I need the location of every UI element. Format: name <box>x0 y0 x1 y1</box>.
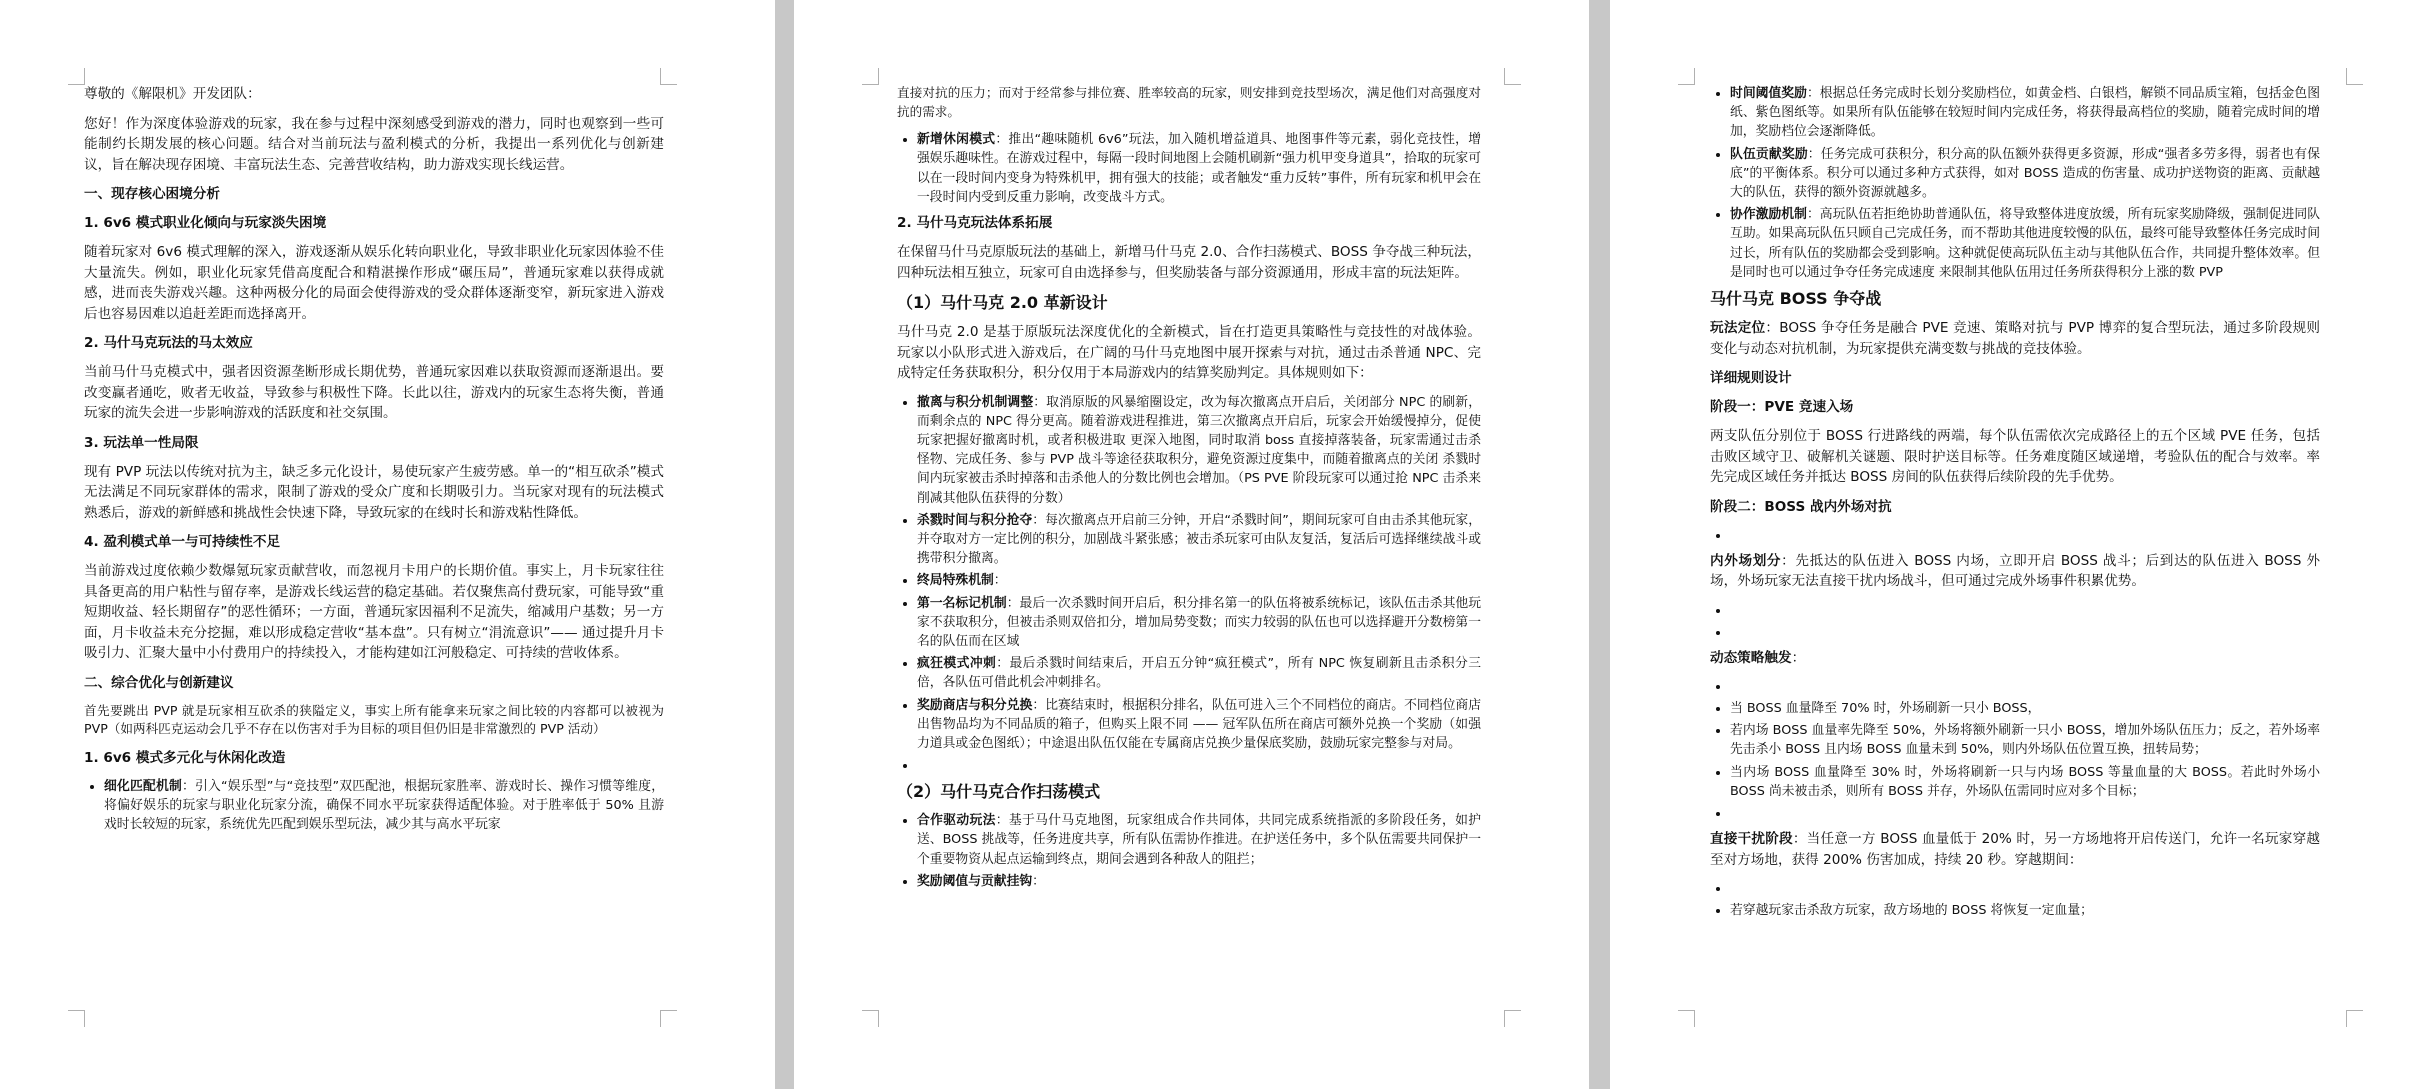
list-item-text: ：每次撤离点开启前三分钟，开启“杀戮时间”，期间玩家可自由击杀其他玩家，并夺取对方一定比例的积分，加剧战斗紧张感；被击杀玩家可由队友复活，复活后可选择继续战斗或携带积分撤离。 <box>917 512 1481 567</box>
paragraph: 当前游戏过度依赖少数爆氪玩家贡献营收，而忽视月卡用户的长期价值。事实上，月卡玩家往往具备更高的用户粘性与留存率，是游戏长线运营的稳定基础。若仅聚焦高付费玩家，可能导致“重短期收益、轻长期留存”的恶性循环；一方面，普通玩家因福利不足流失，缩减用户基数；另一方面，月卡收益未充分挖掘，难以形成稳定营收“基本盘”。只有树立“涓流意识”—— 通过提升月卡吸引力、汇聚大量中小付费用户的持续投入，才能构建如江河般稳定、可持续的营收体系。 <box>84 563 664 661</box>
list-item-empty <box>1730 677 2320 696</box>
list-item-label: 新增休闲模式 <box>917 132 996 148</box>
list-item: • 当内场 BOSS 血量降至 30% 时，外场将刷新一只与内场 BOSS 等量血量的大 BOSS。若此时外场小 BOSS 尚未被击杀，则所有 BOSS 并存，外场队伍需同时应对多个目标； <box>1730 763 2320 801</box>
list-item <box>917 594 1481 652</box>
list-item-label: 终局特殊机制 <box>917 573 994 589</box>
paragraph-label: 内外场划分 <box>1710 552 1782 569</box>
list-item-empty <box>917 756 1481 775</box>
list-item-label: 细化匹配机制 <box>104 778 182 794</box>
list-item-label: 撤离与积分机制调整 <box>917 394 1034 410</box>
bullet-list <box>897 811 1481 891</box>
list-item: • 若内场 BOSS 血量率先降至 50%，外场将额外刷新一只小 BOSS，增加外场队伍压力；反之，若外场率先击杀小 BOSS 且内场 BOSS 血量未到 50%，则内外场队伍位置互换，扭转局势； <box>1730 721 2320 759</box>
list-item-label: 队伍贡献奖励 <box>1730 146 1808 162</box>
paragraph: 在保留马什马克原版玩法的基础上，新增马什马克 2.0、合作扫荡模式、BOSS 争夺战三种玩法，四种玩法相互独立，玩家可自由选择参与，但奖励装备与部分资源通用，形成丰富的玩法矩阵。 <box>897 244 1481 281</box>
list-item <box>917 696 1481 754</box>
page-1-body[interactable] <box>84 84 664 1009</box>
paragraph: 马什马克 2.0 是基于原版玩法深度优化的全新模式，旨在打造更具策略性与竞技性的对战体验。玩家以小队形式进入游戏后，在广阔的马什马克地图中展开探索与对抗，通过击杀普通 NPC、完成特定任务获取积分，积分仅用于本局游戏内的结算奖励判定。具体规则如下： <box>897 324 1481 381</box>
list-item <box>917 130 1481 207</box>
list-item-empty <box>1730 879 2320 898</box>
crop-mark <box>2346 1010 2363 1027</box>
paragraph-label: 直接干扰阶段 <box>1710 831 1793 848</box>
list-item-text: ：根据总任务完成时长划分奖励档位，如黄金档、白银档，解锁不同品质宝箱，包括金色图纸、紫色图纸等。如果所有队伍能够在较短时间内完成任务，将获得最高档位的奖励，随着完成时间的增加，奖励档位会逐渐降低。 <box>1730 86 2320 140</box>
crop-mark <box>68 1010 85 1027</box>
subheading: （2）马什马克合作扫荡模式 <box>897 782 1101 802</box>
paragraph-label: 玩法定位 <box>1710 320 1766 337</box>
heading: 2. 马什马克玩法的马太效应 <box>84 335 253 351</box>
crop-mark <box>1678 1010 1695 1027</box>
list-item <box>917 654 1481 692</box>
list-item-text: ：高玩队伍若拒绝协助普通队伍，将导致整体进度放缓，所有玩家奖励降级，强制促进同队互助。如果高玩队伍只顾自己完成任务，而不帮助其他进度较慢的队伍，最终可能导致整体任务完成时间过长，所有队伍的奖励都会受到影响。这种就促使高玩队伍主动与其他队伍合作，共同提升整体效率。但是同时也可以通过争夺任务完成速度 来限制其他队伍用过任务所获得积分上涨的数 PVP <box>1730 207 2320 280</box>
list-item-label: 杀戮时间与积分抢夺 <box>917 512 1033 528</box>
list-item-text: ：基于马什马克地图，玩家组成合作共同体，共同完成系统指派的多阶段任务，如护送、BOSS 挑战等，任务进度共享，所有队伍需协作推进。在护送任务中，多个队伍需要共同保护一个重要物资从起点运输到终点，期间会遇到各种敌人的阻拦； <box>917 813 1481 867</box>
greeting: 尊敬的《解限机》开发团队： <box>84 86 261 102</box>
list-item <box>1730 205 2320 282</box>
list-item-text: ：最后杀戮时间结束后，开启五分钟“疯狂模式”，所有 NPC 恢复刷新且击杀积分三倍，各队伍可借此机会冲刺排名。 <box>917 656 1481 691</box>
list-item: • 若穿越玩家击杀敌方玩家，敌方场地的 BOSS 将恢复一定血量； <box>1730 901 2320 920</box>
page-2-body[interactable] <box>897 84 1481 1009</box>
bullet-list <box>1710 601 2320 642</box>
crop-mark <box>2346 68 2363 85</box>
paragraph: 现有 PVP 玩法以传统对抗为主，缺乏多元化设计，易使玩家产生疲劳感。单一的“相互砍杀”模式无法满足不同玩家群体的需求，限制了游戏的受众广度和长期吸引力。当玩家对现有的玩法模式熟悉后，游戏的新鲜感和挑战性会快速下降，导致玩家的在线时长和游戏粘性降低。 <box>84 463 664 521</box>
crop-mark <box>1504 68 1521 85</box>
paragraph: 您好！作为深度体验游戏的玩家，我在参与过程中深刻感受到游戏的潜力，同时也观察到一些可能制约长期发展的核心问题。结合对当前玩法与盈利模式的分析，我提出一系列优化与创新建议，旨在解决现存困境、丰富玩法生态、完善营收结构，助力游戏实现长线运营。 <box>84 115 664 173</box>
paragraph-text: ：先抵达的队伍进入 BOSS 内场，立即开启 BOSS 战斗；后到达的队伍进入 BOSS 外场，外场玩家无法直接干扰内场战斗，但可通过完成外场事件积累优势。 <box>1710 552 2320 590</box>
subheading: 马什马克 BOSS 争夺战 <box>1710 289 1882 309</box>
heading: 1. 6v6 模式职业化倾向与玩家淡失困境 <box>84 215 327 231</box>
list-item <box>917 393 1481 508</box>
list-item-empty <box>1730 526 2320 545</box>
heading: 2. 马什马克玩法体系拓展 <box>897 215 1053 231</box>
list-item-label: 合作驱动玩法 <box>917 813 996 829</box>
bullet-list <box>897 130 1481 207</box>
crop-mark <box>862 1010 879 1027</box>
list-item-text: ：任务完成可获积分，积分高的队伍额外获得更多资源，形成“强者多劳多得，弱者也有保底”的平衡体系。积分可以通过多种方式获得，如对 BOSS 造成的伤害量、成功护送物资的距离、贡献越大的队伍，获得的额外资源就越多。 <box>1730 146 2320 201</box>
crop-mark <box>660 68 677 85</box>
list-item-label: 奖励商店与积分兑换 <box>917 697 1033 713</box>
paragraph <box>1710 318 2320 359</box>
list-item-label: 时间阈值奖励 <box>1730 86 1807 101</box>
list-item <box>917 811 1481 869</box>
list-item-text: ： <box>1032 873 1045 889</box>
list-item-empty <box>1730 623 2320 642</box>
list-item <box>917 872 1481 891</box>
paragraph: 两支队伍分别位于 BOSS 行进路线的两端，每个队伍需依次完成路径上的五个区域 PVE 任务，包括击败区域守卫、破解机关谜题、限时护送目标等。任务难度随区域递增，考验队伍的配合与效率。率先完成区域任务并抵达 BOSS 房间的队伍获得后续阶段的先手优势。 <box>1710 428 2320 486</box>
paragraph-text: ：当任意一方 BOSS 血量低于 20% 时，另一方场地将开启传送门，允许一名玩家穿越至对方场地，获得 200% 伤害加成，持续 20 秒。穿越期间： <box>1710 831 2320 868</box>
section-heading: 二、综合优化与创新建议 <box>84 674 234 691</box>
document-page-2 <box>794 0 1589 1089</box>
crop-mark <box>660 1010 677 1027</box>
paragraph: 首先要跳出 PVP 就是玩家相互砍杀的狭隘定义，事实上所有能拿来玩家之间比较的内容都可以被视为 PVP（如两科匹克运动会几乎不存在以伤害对手为目标的项目但仍旧是非常激烈的 PVP 活动） <box>84 702 664 737</box>
list-item-label: 奖励阈值与贡献挂钩 <box>917 873 1033 889</box>
list-item-text: ：推出“趣味随机 6v6”玩法，加入随机增益道具、地图事件等元素，弱化竞技性，增强娱乐趣味性。在游戏过程中，每隔一段时间地图上会随机刷新“强力机甲变身道具”，拾取的玩家可以在一段时间内变身为特殊机甲，拥有强大的技能；或者触发“重力反转”事件，所有玩家和机甲会在一段时间内受到反重力影响，改变战斗方式。 <box>917 132 1481 205</box>
list-item <box>104 777 664 835</box>
document-page-3 <box>1610 0 2430 1089</box>
list-item <box>917 571 1481 590</box>
list-item-label: 疯狂模式冲刺 <box>917 656 997 672</box>
list-item-text: ： <box>993 573 1007 589</box>
paragraph-text: ： <box>1791 649 1806 666</box>
paragraph: 直接对抗的压力；而对于经常参与排位赛、胜率较高的玩家，则安排到竞技型场次，满足他们对高强度对抗的需求。 <box>897 85 1481 119</box>
document-page-1 <box>0 0 775 1089</box>
list-item-text: ：取消原版的风暴缩圈设定，改为每次撤离点开启后，关闭部分 NPC 的刷新，而剩余点的 NPC 得分更高。随着游戏进程推进，第三次撤离点开启后，玩家会开始缓慢掉分，促使玩家把握好撤离时机，或者积极进取 更深入地图，同时取消 boss 直接掉落装备，玩家需通过击杀怪物、完成任务、参与 PVP 战斗等途径获取积分，避免资源过度集中，而随着撤离点的关闭 杀戮时间内玩家被击杀时掉落和击杀他人的分数比例也会增加。（PS PVE 阶段玩家可以通过抢 NPC 击杀来削减其他队伍获得的分数） <box>917 394 1481 506</box>
list-item-empty <box>1730 804 2320 823</box>
list-item: • 当 BOSS 血量降至 70% 时，外场刷新一只小 BOSS， <box>1730 699 2320 718</box>
crop-mark <box>862 68 879 85</box>
paragraph-label: 动态策略触发 <box>1710 649 1792 666</box>
list-item <box>1730 145 2320 203</box>
paragraph <box>1710 551 2320 592</box>
section-heading: 一、现存核心困境分析 <box>84 186 220 202</box>
heading: 阶段一：PVE 竞速入场 <box>1710 399 1854 416</box>
list-item-label: 协作激励机制 <box>1730 207 1807 223</box>
list-item <box>1730 84 2320 142</box>
heading: 阶段二：BOSS 战内外场对抗 <box>1710 498 1892 515</box>
heading: 1. 6v6 模式多元化与休闲化改造 <box>84 749 286 766</box>
crop-mark <box>1678 68 1695 85</box>
paragraph <box>1710 829 2320 870</box>
list-item-text: ：比赛结束时，根据积分排名，队伍可进入三个不同档位的商店。不同档位商店出售物品均为不同品质的箱子，但购买上限不同 —— 冠军队伍所在商店可额外兑换一个奖励（如强力道具或金色图纸）；中途退出队伍仅能在专属商店兑换少量保底奖励，鼓励玩家完整参与对局。 <box>917 697 1481 751</box>
heading: 4. 盈利模式单一与可持续性不足 <box>84 534 281 550</box>
list-item-label: 第一名标记机制 <box>917 595 1007 611</box>
paragraph: 随着玩家对 6v6 模式理解的深入，游戏逐渐从娱乐化转向职业化，导致非职业化玩家因体验不佳大量流失。例如，职业化玩家凭借高度配合和精湛操作形成“碾压局”，普通玩家难以获得成就感，进而丧失游戏兴趣。这种两极分化的局面会使得游戏的受众群体逐渐变窄，新玩家进入游戏后也容易因难以追赶差距而选择离开。 <box>84 244 664 322</box>
crop-mark <box>68 68 85 85</box>
list-item-empty <box>1730 601 2320 620</box>
list-item-text: ：引入“娱乐型”与“竞技型”双匹配池，根据玩家胜率、游戏时长、操作习惯等维度，将偏好娱乐的玩家与职业化玩家分流，确保不同水平玩家获得适配体验。对于胜率低于 50% 且游戏时长较短的玩家，系统优先匹配到娱乐型玩法，减少其与高水平玩家 <box>104 778 664 833</box>
paragraph-text: ：BOSS 争夺任务是融合 PVE 竞速、策略对抗与 PVP 博弈的复合型玩法，通过多阶段规则变化与动态对抗机制，为玩家提供充满变数与挑战的竞技体验。 <box>1710 320 2320 357</box>
paragraph: 当前马什马克模式中，强者因资源垄断形成长期优势，普通玩家因难以获取资源而逐渐退出。要改变赢者通吃，败者无收益，导致参与积极性下降。长此以往，游戏内的玩家生态将失衡，普通玩家的流失会进一步影响游戏的活跃度和社交氛围。 <box>84 364 664 421</box>
list-item <box>917 511 1481 569</box>
bullet-list <box>897 393 1481 776</box>
paragraph <box>1710 648 2320 669</box>
bullet-list <box>1710 677 2320 823</box>
bullet-list <box>1710 526 2320 545</box>
heading: 详细规则设计 <box>1710 370 1792 387</box>
crop-mark <box>1504 1010 1521 1027</box>
bullet-list <box>1710 879 2320 920</box>
bullet-list <box>84 777 664 835</box>
heading: 3. 玩法单一性局限 <box>84 434 199 451</box>
bullet-list <box>1710 84 2320 282</box>
subheading: （1）马什马克 2.0 革新设计 <box>897 293 1108 312</box>
list-item-text: ：最后一次杀戮时间开启后，积分排名第一的队伍将被系统标记，该队伍击杀其他玩家不获取积分，但被击杀则双倍扣分，增加局势变数；而实力较弱的队伍也可以选择避开分数榜第一名的队伍而在区域 <box>917 595 1481 649</box>
page-3-body[interactable] <box>1710 84 2320 1009</box>
